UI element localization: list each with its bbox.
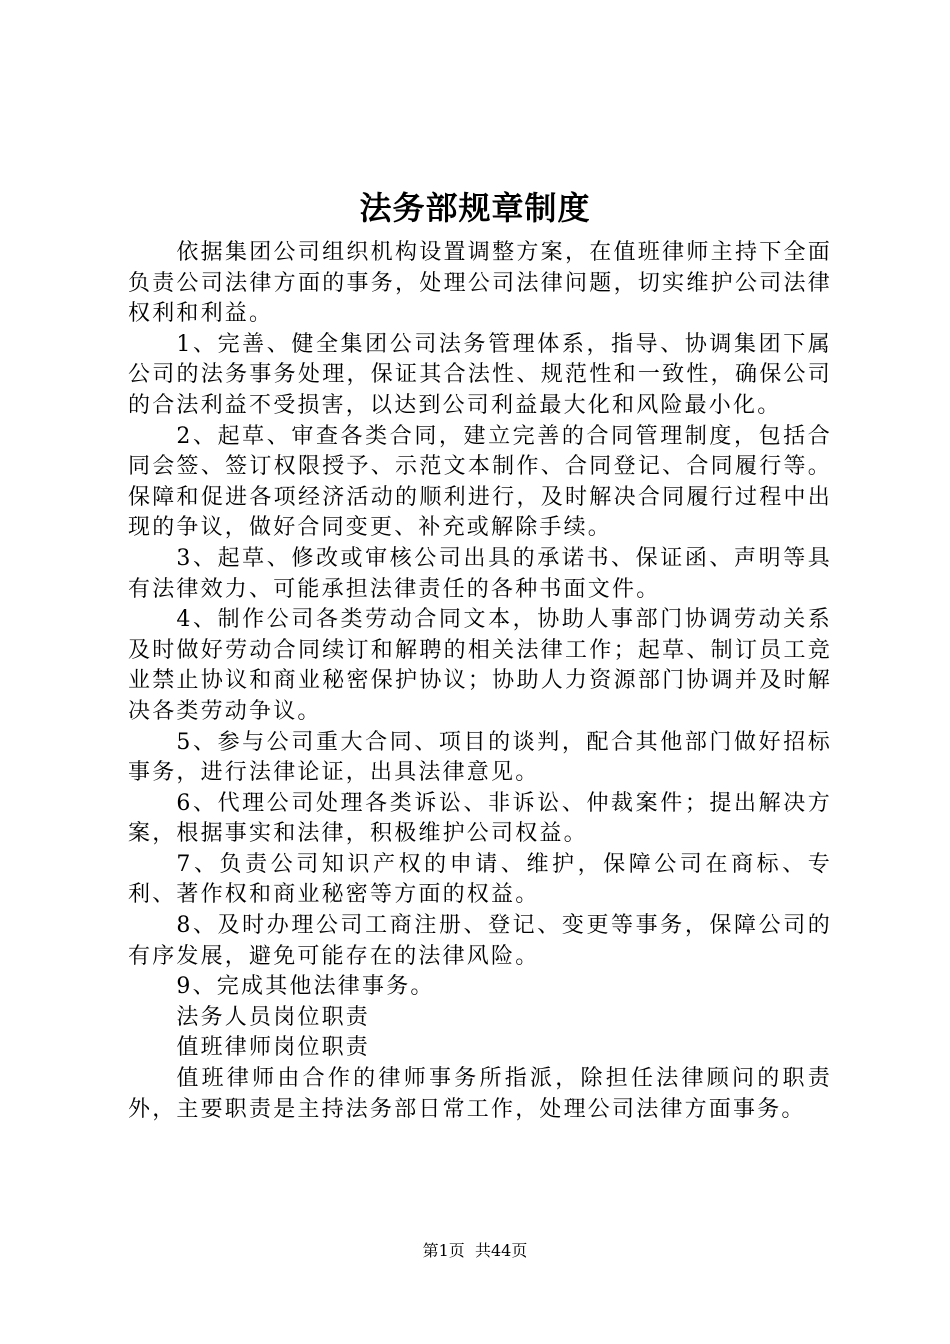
clause-paragraph: 3、起草、修改或审核公司出具的承诺书、保证函、声明等具有法律效力、可能承担法律责任的各种书面文件。 xyxy=(128,545,832,602)
clause-paragraph: 6、代理公司处理各类诉讼、非诉讼、仲裁案件；提出解决方案，根据事实和法律，积极维护公司权益。 xyxy=(128,790,832,847)
page-total: 共44页 xyxy=(474,1241,528,1260)
clause-paragraph: 8、及时办理公司工商注册、登记、变更等事务，保障公司的有序发展，避免可能存在的法律风险。 xyxy=(128,913,832,969)
clause-paragraph: 2、起草、审查各类合同，建立完善的合同管理制度，包括合同会签、签订权限授予、示范文本制作、合同登记、合同履行等。保障和促进各项经济活动的顺利进行，及时解决合同履行过程中出现的争议，做好合同变更、补充或解除手续。 xyxy=(128,423,832,541)
clause-paragraph: 1、完善、健全集团公司法务管理体系，指导、协调集团下属公司的法务事务处理，保证其合法性、规范性和一致性，确保公司的合法利益不受损害，以达到公司利益最大化和风险最小化。 xyxy=(128,331,832,418)
intro-paragraph: 依据集团公司组织机构设置调整方案，在值班律师主持下全面负责公司法律方面的事务，处理公司法律问题，切实维护公司法律权利和利益。 xyxy=(128,240,832,327)
clause-paragraph: 9、完成其他法律事务。 xyxy=(176,974,435,1000)
document-body xyxy=(128,238,832,1125)
clause-paragraph: 7、负责公司知识产权的申请、维护，保障公司在商标、专利、著作权和商业秘密等方面的权益。 xyxy=(128,851,832,908)
page-footer xyxy=(0,1240,950,1262)
clause-paragraph: 4、制作公司各类劳动合同文本，协助人事部门协调劳动关系及时做好劳动合同续订和解聘的相关法律工作；起草、制订员工竞业禁止协议和商业秘密保护协议；协助人力资源部门协调并及时解决各类劳动争议。 xyxy=(128,607,832,724)
clause-paragraph: 5、参与公司重大合同、项目的谈判，配合其他部门做好招标事务，进行法律论证，出具法律意见。 xyxy=(128,729,832,786)
document-title: 法务部规章制度 xyxy=(359,189,591,227)
duty-paragraph: 值班律师由合作的律师事务所指派，除担任法律顾问的职责外，主要职责是主持法务部日常工作，处理公司法律方面事务。 xyxy=(128,1066,832,1122)
section-heading: 法务人员岗位职责 xyxy=(176,1004,370,1030)
section-heading: 值班律师岗位职责 xyxy=(176,1035,370,1061)
page-number: 第1页 xyxy=(422,1241,465,1260)
